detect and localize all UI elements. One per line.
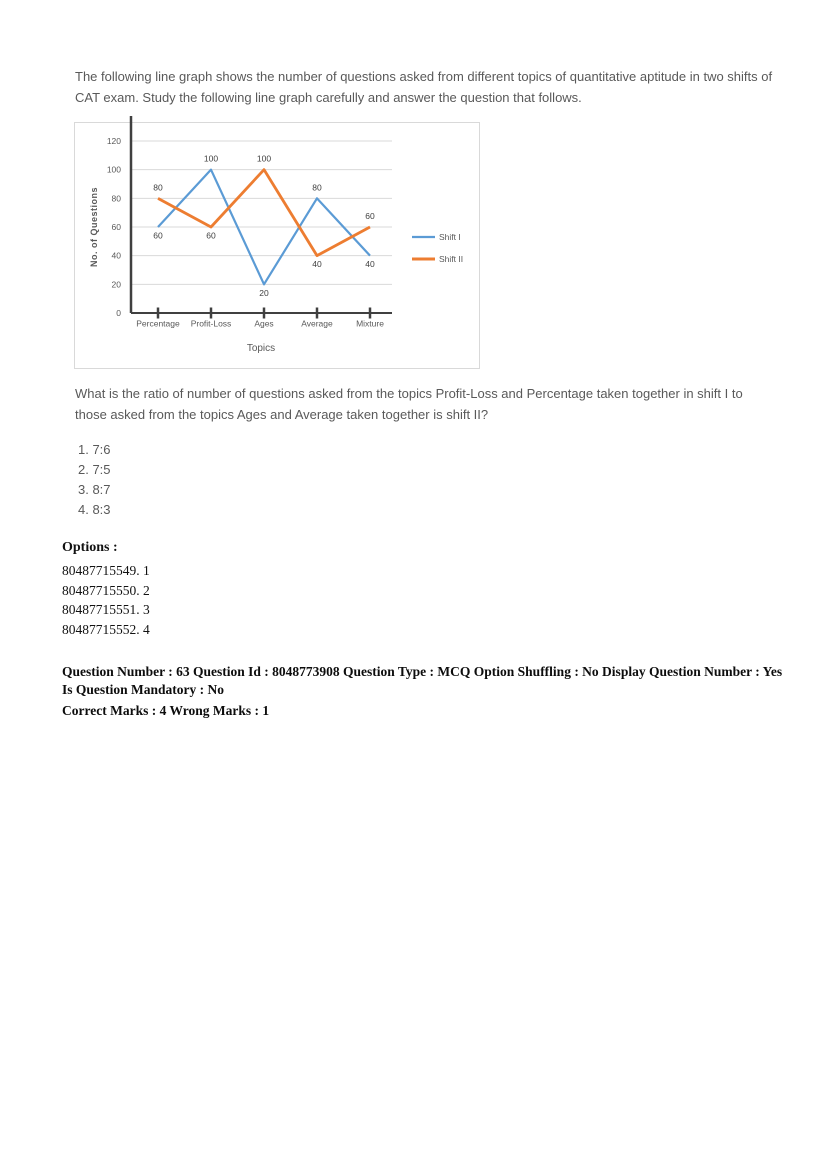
data-label: 60: [153, 230, 163, 241]
data-label: 60: [206, 230, 216, 241]
x-category-label: Ages: [254, 318, 274, 329]
data-label: 20: [259, 287, 269, 298]
option-id: 80487715549. 1: [62, 563, 150, 578]
data-label: 100: [203, 153, 219, 164]
y-axis-title: No. of Questions: [89, 187, 99, 267]
answer-options-list: [78, 440, 111, 520]
data-label: 40: [312, 259, 322, 270]
x-category-label: Average: [301, 318, 333, 329]
y-tick-label: 100: [106, 164, 121, 175]
answer-option: 4. 8:3: [78, 502, 111, 517]
series-line-shift-ii: [158, 170, 370, 256]
option-id: 80487715552. 4: [62, 621, 150, 637]
option-ids-list: [62, 561, 150, 639]
data-label: 80: [312, 182, 322, 193]
x-category-label: Percentage: [136, 318, 180, 329]
answer-option: 3. 8:7: [78, 482, 111, 497]
legend-label: Shift II: [439, 254, 464, 264]
line-chart: [75, 123, 479, 368]
option-id: 80487715551. 3: [62, 602, 150, 617]
x-category-label: Mixture: [356, 318, 384, 329]
metadata-line: Is Question Mandatory : No: [62, 682, 225, 697]
x-axis-title: Topics: [246, 343, 276, 354]
question-text: What is the ratio of number of questions asked from the topics Profit-Loss and Percentage taken together in shift I to those asked from the topics Ages and Average taken together is shift II?: [75, 386, 743, 422]
answer-option: 1. 7:6: [78, 442, 111, 457]
options-heading: Options :: [62, 540, 118, 555]
intro-text: The following line graph shows the number of questions asked from different topics of quantitative aptitude in two shifts of CAT exam. Study the following line graph carefully and answer the question that follows.: [75, 69, 773, 105]
chart-container: [74, 122, 480, 369]
legend-label: Shift I: [439, 232, 461, 242]
question-metadata: [62, 663, 782, 720]
x-category-label: Profit-Loss: [190, 318, 232, 329]
y-tick-label: 40: [111, 250, 121, 261]
data-label: 60: [365, 211, 375, 221]
data-label: 100: [256, 153, 272, 164]
metadata-line: Question Number : 63 Question Id : 8048773908 Question Type : MCQ Option Shuffling : No Display Question Number : Yes: [62, 664, 783, 679]
metadata-marks-line: Correct Marks : 4 Wrong Marks : 1: [62, 703, 270, 718]
y-tick-label: 120: [106, 136, 121, 146]
option-id: 80487715550. 2: [62, 582, 150, 598]
data-label: 40: [365, 259, 375, 270]
y-tick-label: 0: [116, 308, 121, 318]
y-tick-label: 60: [111, 222, 121, 232]
y-tick-label: 80: [111, 193, 121, 204]
answer-option: 2. 7:5: [78, 462, 111, 477]
data-label: 80: [153, 182, 163, 193]
y-tick-label: 20: [111, 279, 121, 290]
